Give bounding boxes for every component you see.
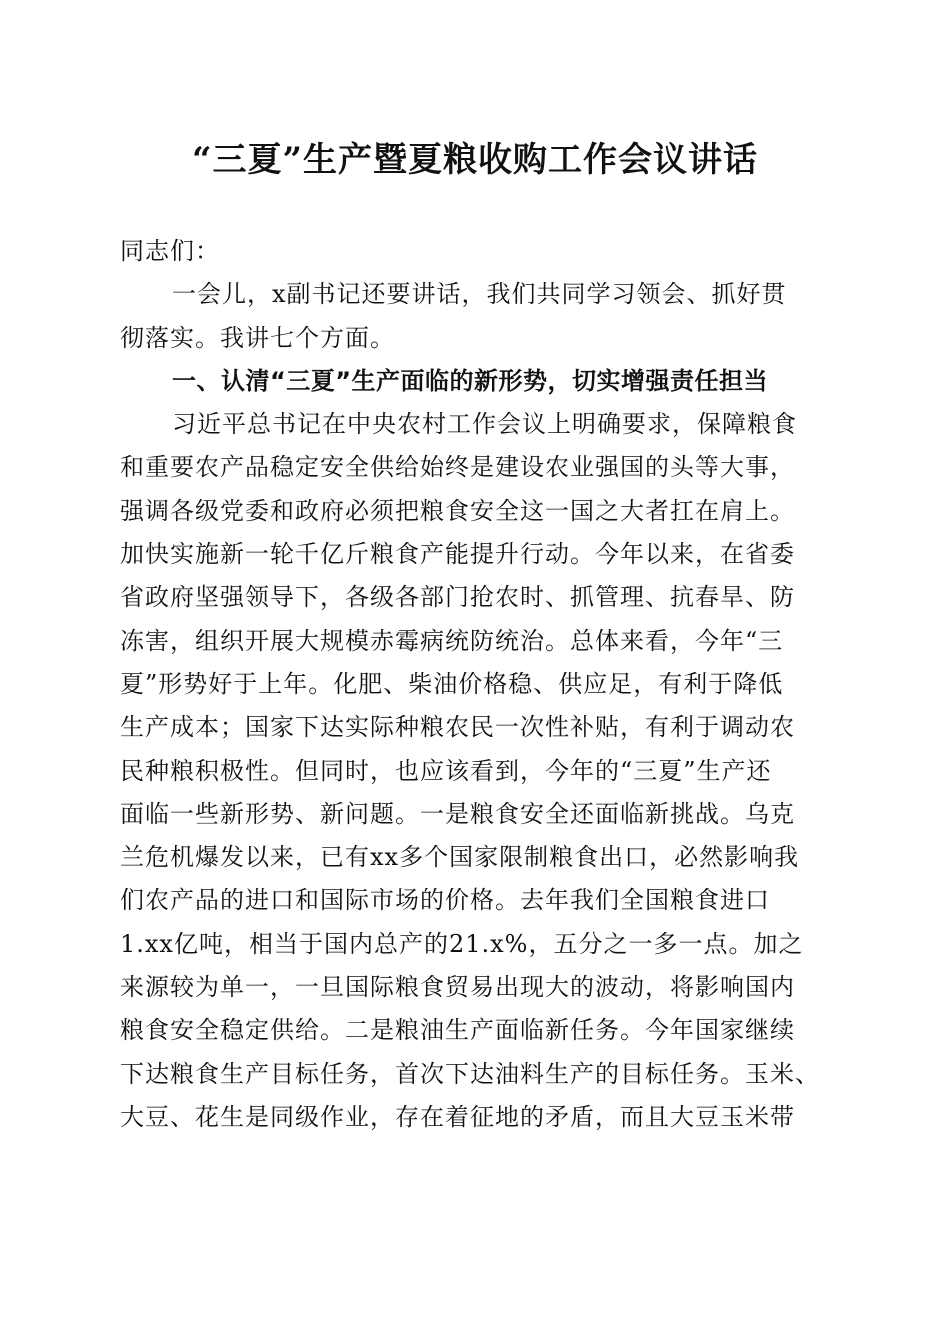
paragraph-line: 生产成本；国家下达实际种粮农民一次性补贴，有利于调动农 <box>120 713 795 742</box>
paragraph-line: 冻害，组织开展大规模赤霉病统防统治。总体来看，今年“三 <box>120 626 784 655</box>
salutation: 同志们： <box>120 237 220 265</box>
paragraph-line: 粮食安全稳定供给。二是粮油生产面临新任务。今年国家继续 <box>120 1016 795 1045</box>
intro-line: 彻落实。我讲七个方面。 <box>120 323 395 352</box>
paragraph-line: 1.xx亿吨，相当于国内总产的21.x%，五分之一多一点。加之 <box>120 929 804 958</box>
paragraph-line: 省政府坚强领导下，各级各部门抢农时、抓管理、抗春旱、防 <box>120 583 795 612</box>
paragraph-line: 加快实施新一轮千亿斤粮食产能提升行动。今年以来，在省委 <box>120 540 795 569</box>
paragraph-line: 兰危机爆发以来，已有xx多个国家限制粮食出口，必然影响我 <box>120 843 800 872</box>
document-body <box>120 230 825 1139</box>
paragraph-line: 面临一些新形势、新问题。一是粮食安全还面临新挑战。乌克 <box>120 799 795 828</box>
paragraph-line: 下达粮食生产目标任务，首次下达油料生产的目标任务。玉米、 <box>120 1059 820 1088</box>
paragraph-line: 大豆、花生是同级作业，存在着征地的矛盾，而且大豆玉米带 <box>120 1102 795 1131</box>
paragraph-line: 们农产品的进口和国际市场的价格。去年我们全国粮食进口 <box>120 886 770 915</box>
section-heading: 一、认清“三夏”生产面临的新形势，切实增强责任担当 <box>172 366 769 395</box>
paragraph-line: 来源较为单一，一旦国际粮食贸易出现大的波动，将影响国内 <box>120 973 795 1002</box>
paragraph-line: 民种粮积极性。但同时，也应该看到，今年的“三夏”生产还 <box>120 756 772 785</box>
paragraph-line: 和重要农产品稳定安全供给始终是建设农业强国的头等大事， <box>120 453 795 482</box>
document-title: “三夏”生产暨夏粮收购工作会议讲话 <box>191 140 759 180</box>
paragraph-line: 夏”形势好于上年。化肥、柴油价格稳、供应足，有利于降低 <box>120 669 784 698</box>
paragraph-line: 强调各级党委和政府必须把粮食安全这一国之大者扛在肩上。 <box>120 496 795 525</box>
paragraph-line: 习近平总书记在中央农村工作会议上明确要求，保障粮食 <box>172 410 797 439</box>
intro-line: 一会儿，x副书记还要讲话，我们共同学习领会、抓好贯 <box>172 280 787 309</box>
